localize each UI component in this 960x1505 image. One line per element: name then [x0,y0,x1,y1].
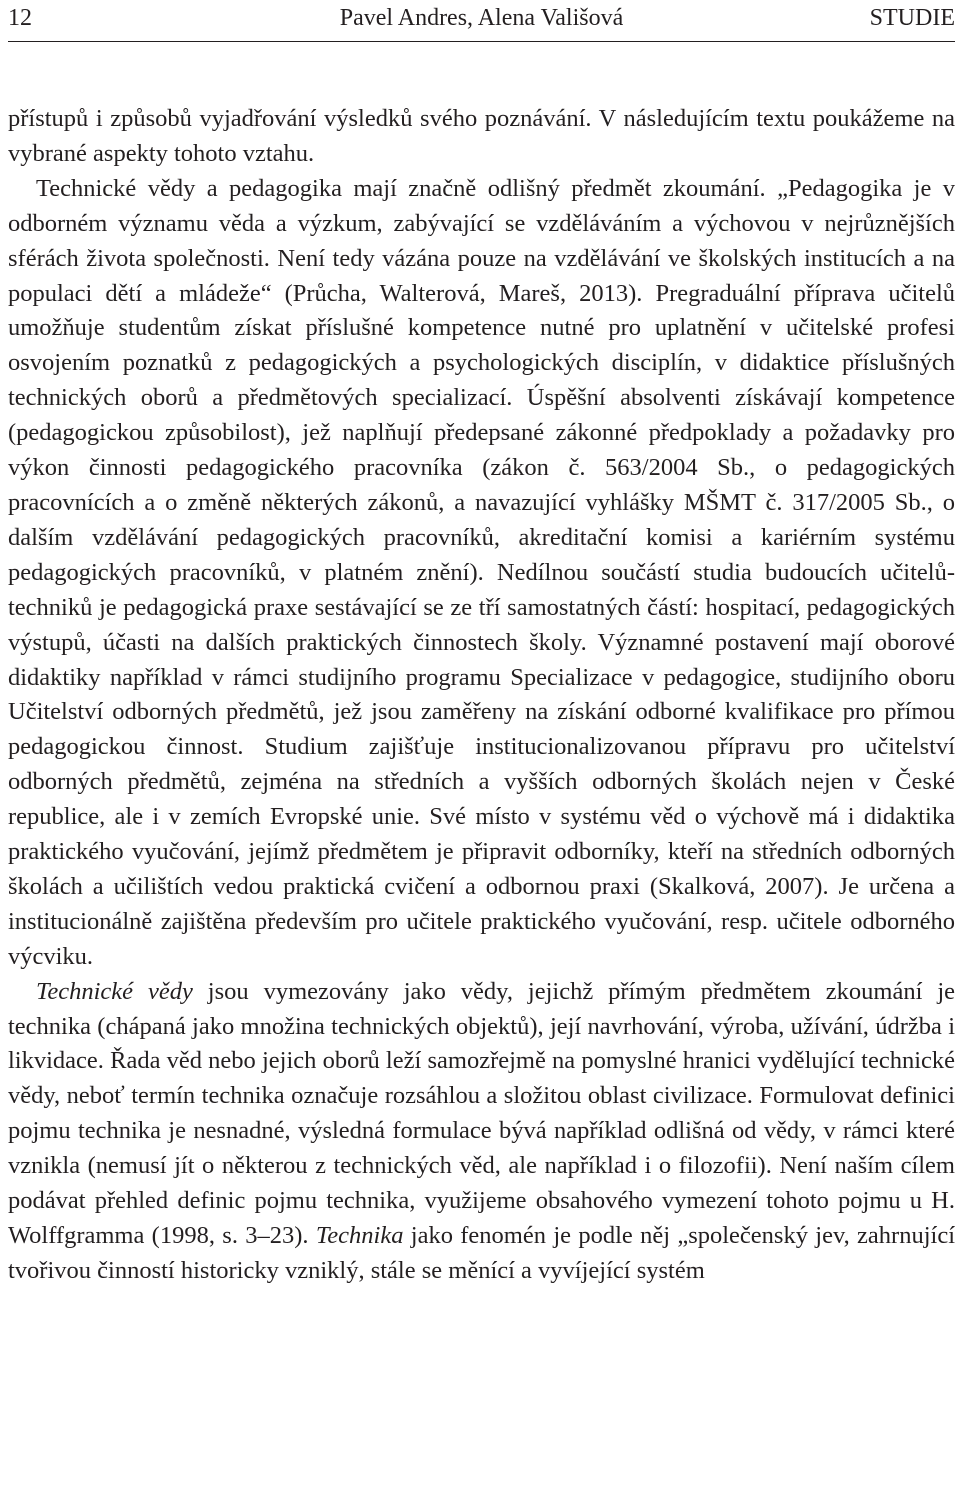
paragraph-text-end: jako fenomén je podle něj „společenský jev, zahrnující tvořivou činností historicky vzniklý, stále se měnící a vyvíjející systém [8,1222,956,1284]
paragraph-text: jsou vymezovány jako vědy, jejichž přímým předmětem zkoumání je technika (chápaná jako množina technických objektů), její navrhování, výroba, užívání, údržba i likvidace. Řada věd nebo jejich oborů leží samozřejmě na pomyslné hranici vydělující technické vědy, neboť termín technika označuje rozsáhlou a složitou oblast civilizace. Formulovat definici pojmu technika je nesnadné, výsledná formulace bývá například odlišná od vědy, v rámci které vznikla (nemusí jít o některou z technických věd, ale například i o filozofii). Není naším cílem podávat přehled definic pojmu technika, využijeme obsahového vymezení tohoto pojmu u H. Wolffgramma (1998, s. 3–23). [8,977,955,1249]
italic-term-technology: Technika [315,1222,404,1249]
paragraph-text: přístupů i způsobů vyjadřování výsledků svého poznávání. V následujícím textu poukážeme na vybrané aspekty tohoto vztahu. [8,105,955,167]
paragraph-text: Technické vědy a pedagogika mají značně odlišný předmět zkoumání. „Pedagogika je v odborném významu věda a výzkum, zabývající se vzděláváním a výchovou v nejrůznějších sférách života společnosti. Není tedy vázána pouze na vzdělávání ve školských institucích a na populaci dětí a mládeže“ (Průcha, Walterová, Mareš, 2013). Pregraduální příprava učitelů umožňuje studentům získat příslušné kompetence nutné pro uplatnění v učitelské profesi osvojením poznatků z pedagogických a psychologických disciplín, v didaktice příslušných technických oborů a předmětových specializací. Úspěšní absolventi získávají kompetence (pedagogickou způsobilost), jež naplňují předepsané zákonné předpoklady a požadavky pro výkon činnosti pedagogického pracovníka (zákon č. 563/2004 Sb., o pedagogických pracovnících a o změně některých zákonů, a navazující vyhlášky MŠMT č. 317/2005 Sb., o dalším vzdělávání pedagogických pracovníků, akreditační komisi a kariérním systému pedagogických pracovníků, v platném znění). Nedílnou součástí studia budoucích učitelů-techniků je pedagogická praxe sestávající se ze tří samostatných částí: hospitací, pedagogických výstupů, účasti na dalších praktických činnostech školy. Významné postavení mají oborové didaktiky například v rámci studijního programu Specializace v pedagogice, studijního oboru Učitelství odborných předmětů, jež jsou zaměřeny na získání odborné kvalifikace pro přímou pedagogickou činnost. Studium zajišťuje institucionalizovanou přípravu pro učitelství odborných předmětů, zejména na středních a vyšších odborných školách nejen v České republice, ale i v zemích Evropské unie. Své místo v systému věd o výchově má i didaktika praktického vyučování, jejímž předmětem je připravit odborníky, kteří na středních odborných školách a učilištích vedou praktická cvičení a odbornou praxi (Skalková, 2007). Je určena a institucionálně zajištěna především pro učitele praktického vyučování, resp. učitele odborného výcviku. [8,174,955,970]
page-number: 12 [8,5,32,31]
running-head-section: STUDIE [869,5,955,31]
running-head-authors: Pavel Andres, Alena Vališová [339,5,624,31]
paragraph-technical-sciences-definition [8,975,955,1289]
paragraph-technical-sciences-pedagogy [8,172,955,975]
italic-term-technical-sciences: Technické vědy [36,977,193,1005]
running-head [8,0,955,36]
header-rule [8,41,955,42]
article-body [8,102,955,1289]
paragraph-continued [8,102,955,172]
